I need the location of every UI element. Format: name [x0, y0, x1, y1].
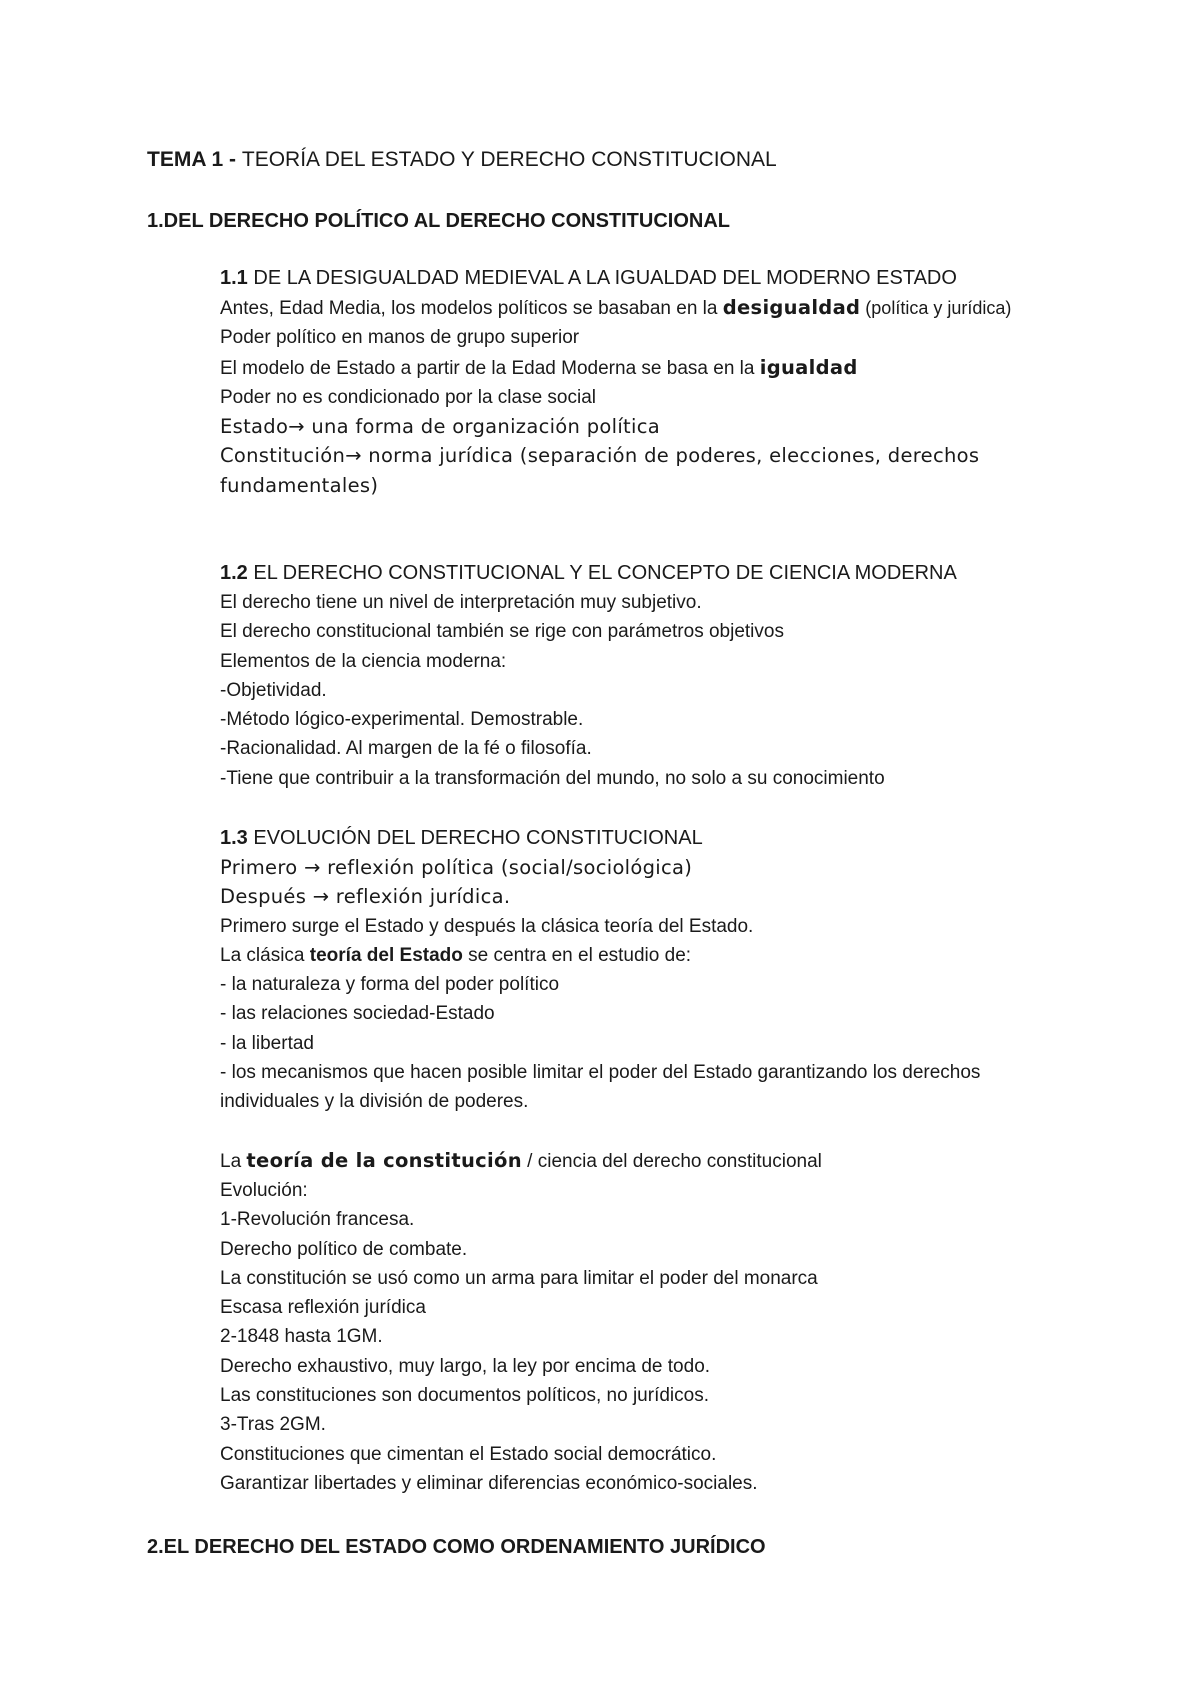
spacer: [220, 1117, 1100, 1146]
text-line: Primero → reflexión política (social/sociológica): [220, 856, 693, 879]
text-line: Garantizar libertades y eliminar diferencias económico-sociales.: [220, 1472, 758, 1494]
section-1-1: [220, 264, 1100, 500]
bold-term: igualdad: [759, 355, 858, 379]
section-1-2: [220, 559, 1100, 793]
list-item: - la naturaleza y forma del poder político: [220, 974, 560, 996]
list-item: -Racionalidad. Al margen de la fé o filosofía.: [220, 738, 592, 760]
list-item: - la libertad: [220, 1032, 314, 1054]
text-line: Las constituciones son documentos políticos, no jurídicos.: [220, 1385, 709, 1407]
bold-term: teoría del Estado: [309, 944, 463, 966]
list-item: - las relaciones sociedad-Estado: [220, 1003, 495, 1025]
text-line: [220, 941, 1100, 970]
text-line: [220, 353, 1100, 383]
title-bold: TEMA 1 -: [147, 148, 242, 171]
text-run: La clásica: [220, 944, 310, 966]
section-1-3: [220, 824, 1100, 1498]
text-line: Primero surge el Estado y después la clásica teoría del Estado.: [220, 915, 754, 937]
text-line: Derecho político de combate.: [220, 1238, 468, 1260]
text-line: Escasa reflexión jurídica: [220, 1297, 426, 1319]
text-line: [220, 1146, 1100, 1176]
text-line: 3-Tras 2GM.: [220, 1414, 326, 1436]
list-item: Elementos de la ciencia moderna:: [220, 650, 507, 672]
document-title: [147, 146, 777, 174]
bold-term: teoría de la constitución: [246, 1148, 522, 1172]
list-item: - los mecanismos que hacen posible limitar el poder del Estado garantizando los derechos individuales y la división de poderes.: [220, 1062, 981, 1113]
section-1-1-number: 1.1: [220, 267, 248, 289]
bold-term: desigualdad: [722, 296, 861, 319]
text-line: Evolución:: [220, 1179, 308, 1201]
list-item: El derecho constitucional también se rige con parámetros objetivos: [220, 621, 784, 643]
list-item: El derecho tiene un nivel de interpretación muy subjetivo.: [220, 592, 702, 613]
text-run: / ciencia del derecho constitucional: [521, 1150, 822, 1172]
text-line: Constituciones que cimentan el Estado social democrático.: [220, 1443, 717, 1465]
text-run: La: [220, 1150, 247, 1172]
text-line: La constitución se usó como un arma para limitar el poder del monarca: [220, 1267, 818, 1289]
section-1-3-title-text: EVOLUCIÓN DEL DERECHO CONSTITUCIONAL: [247, 827, 703, 849]
text-line: Después → reflexión jurídica.: [220, 885, 511, 909]
text-line: 1-Revolución francesa.: [220, 1209, 415, 1231]
section-1-2-title: [220, 559, 1100, 588]
text-run: (política y jurídica): [860, 298, 1012, 318]
section-1-3-title: [220, 824, 1100, 853]
section-1-1-title: [220, 264, 1100, 293]
heading-section-1: 1.DEL DERECHO POLÍTICO AL DERECHO CONSTITUCIONAL: [147, 210, 730, 232]
text-run: El modelo de Estado a partir de la Edad Moderna se basa en la: [220, 357, 760, 379]
heading-section-2: 2.EL DERECHO DEL ESTADO COMO ORDENAMIENTO JURÍDICO: [147, 1536, 766, 1558]
list-item: -Objetividad.: [220, 679, 327, 701]
text-run: se centra en el estudio de:: [462, 944, 692, 966]
list-item: -Tiene que contribuir a la transformación del mundo, no solo a su conocimiento: [220, 767, 885, 789]
section-1-3-number: 1.3: [220, 827, 248, 849]
section-1-2-number: 1.2: [220, 562, 248, 584]
text-line: Estado→ una forma de organización política: [220, 415, 660, 439]
text-line: Poder no es condicionado por la clase social: [220, 386, 597, 408]
text-line: [220, 293, 1100, 323]
title-rest: TEORÍA DEL ESTADO Y DERECHO CONSTITUCIONAL: [241, 148, 777, 171]
text-line: 2-1848 hasta 1GM.: [220, 1326, 383, 1348]
text-run: Antes, Edad Media, los modelos políticos se basaban en la: [220, 298, 723, 319]
section-1-1-title-text: DE LA DESIGUALDAD MEDIEVAL A LA IGUALDAD DEL MODERNO ESTADO: [247, 267, 957, 289]
list-item: -Método lógico-experimental. Demostrable.: [220, 709, 584, 731]
text-line: Poder político en manos de grupo superior: [220, 327, 580, 349]
text-line: Constitución→ norma jurídica (separación de poderes, elecciones, derechos fundamentales): [220, 444, 980, 497]
text-line: Derecho exhaustivo, muy largo, la ley por encima de todo.: [220, 1355, 711, 1377]
section-1-2-title-text: EL DERECHO CONSTITUCIONAL Y EL CONCEPTO DE CIENCIA MODERNA: [247, 562, 957, 584]
